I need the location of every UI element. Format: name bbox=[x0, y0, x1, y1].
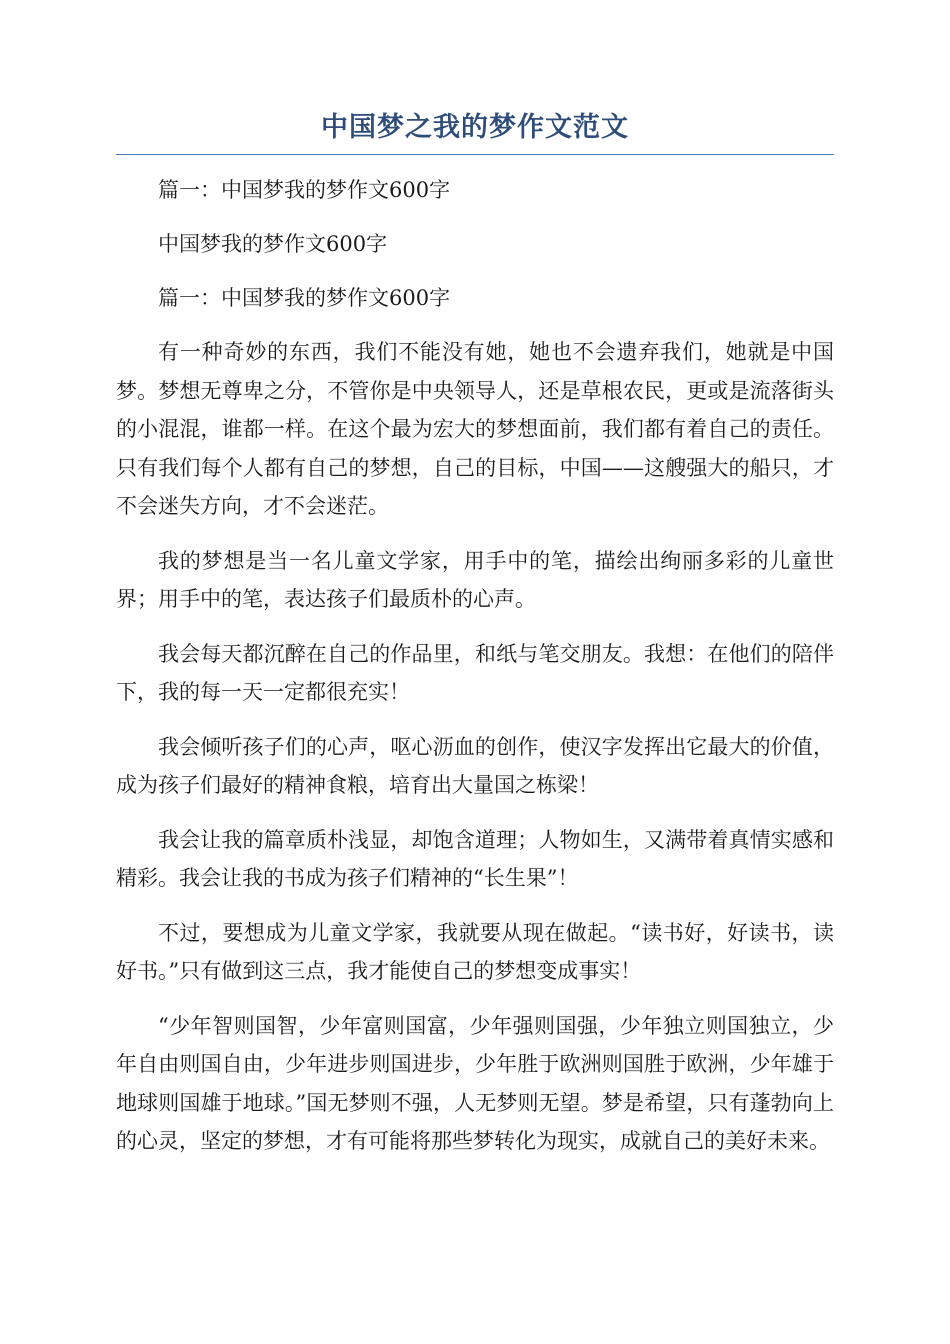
body-paragraph: 不过，要想成为儿童文学家，我就要从现在做起。“读书好，好读书，读好书。”只有做到这三点，我才能使自己的梦想变成事实！ bbox=[116, 920, 834, 983]
body-paragraph: 有一种奇妙的东西，我们不能没有她，她也不会遗弃我们，她就是中国梦。梦想无尊卑之分，不管你是中央领导人，还是草根农民，更或是流落街头的小混混，谁都一样。在这个最为宏大的梦想面前，我们都有着自己的责任。只有我们每个人都有自己的梦想，自己的目标，中国——这艘强大的船只，才不会迷失方向，才不会迷茫。 bbox=[116, 340, 834, 518]
body-paragraph: 我会让我的篇章质朴浅显，却饱含道理；人物如生，又满带着真情实感和精彩。我会让我的书成为孩子们精神的“长生果”！ bbox=[116, 827, 834, 890]
body-paragraph: 我的梦想是当一名儿童文学家，用手中的笔，描绘出绚丽多彩的儿童世界；用手中的笔，表达孩子们最质朴的心声。 bbox=[116, 548, 834, 611]
body-paragraph: “少年智则国智，少年富则国富，少年强则国强，少年独立则国独立，少年自由则国自由，少年进步则国进步，少年胜于欧洲则国胜于欧洲，少年雄于地球则国雄于地球。”国无梦则不强，人无梦则无望。梦是希望，只有蓬勃向上的心灵，坚定的梦想，才有可能将那些梦转化为现实，成就自己的美好未来。 bbox=[116, 1013, 834, 1153]
document-title: 中国梦之我的梦作文范文 bbox=[321, 112, 629, 143]
body-paragraph: 我会每天都沉醉在自己的作品里，和纸与笔交朋友。我想：在他们的陪伴下，我的每一天一定都很充实！ bbox=[116, 641, 834, 704]
essay-title: 中国梦我的梦作文600字 bbox=[158, 232, 388, 256]
document-page bbox=[116, 108, 834, 1177]
section-heading: 篇一：中国梦我的梦作文600字 bbox=[158, 178, 451, 202]
section-heading: 篇一：中国梦我的梦作文600字 bbox=[158, 286, 451, 310]
title-underline bbox=[116, 154, 834, 155]
document-body bbox=[116, 171, 834, 1161]
body-paragraph: 我会倾听孩子们的心声，呕心沥血的创作，使汉字发挥出它最大的价值，成为孩子们最好的精神食粮，培育出大量国之栋梁！ bbox=[116, 734, 834, 797]
